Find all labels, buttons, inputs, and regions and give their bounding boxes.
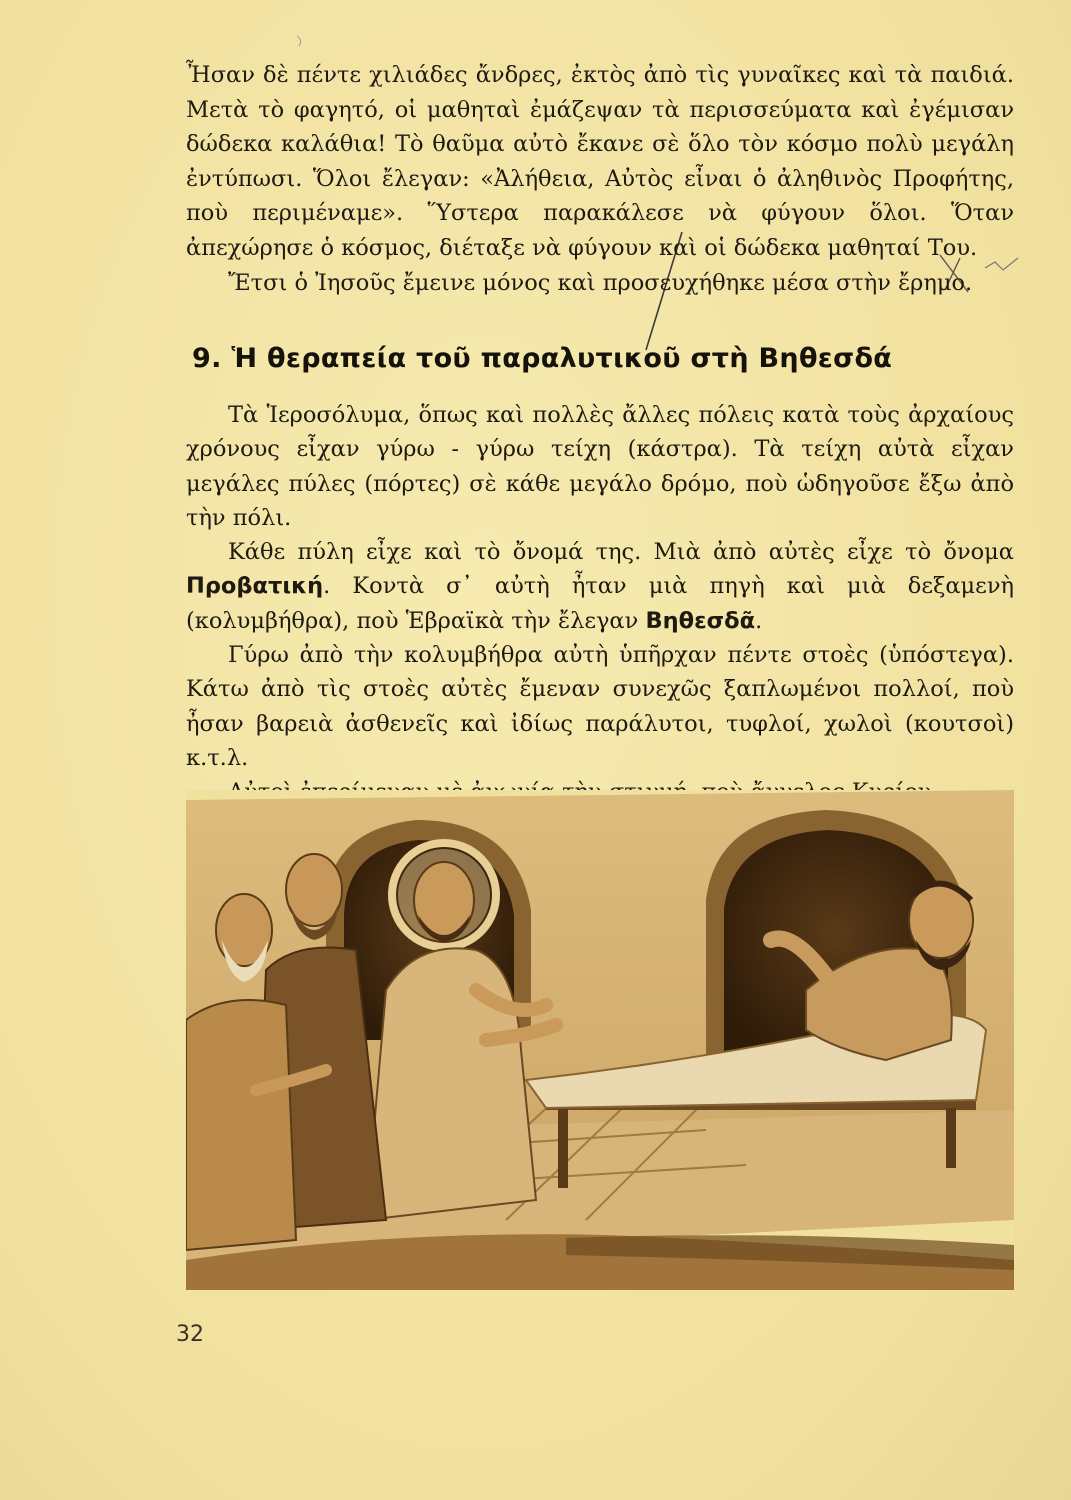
- section-heading: 9. Ἡ θεραπεία τοῦ παραλυτικοῦ στὴ Βηθεσδά: [192, 343, 893, 374]
- paragraph-prayer: Ἔτσι ὁ Ἰησοῦς ἔμεινε μόνος καὶ προσευχήθηκε μέσα στὴν ἔρημο.: [228, 270, 973, 296]
- text-span: .: [755, 607, 763, 634]
- text-span: Κάθε πύλη εἶχε καὶ τὸ ὄνομά της. Μιὰ ἀπὸ αὐτὲς εἶχε τὸ ὄνομα: [228, 539, 1014, 566]
- page-number: 32: [176, 1322, 204, 1347]
- term-probatiki: Προβατική: [186, 573, 324, 600]
- section-body: [186, 398, 1014, 810]
- paragraph-jerusalem-walls: Τὰ Ἱεροσόλυμα, ὅπως καὶ πολλὲς ἄλλες πόλεις κατὰ τοὺς ἀρχαίους χρόνους εἶχαν γύρω - γύρω τείχη (κάστρα). Τὰ τείχη αὐτὰ εἶχαν μεγάλες πύλες (πόρτες) σὲ κάθε μεγάλο δρόμο, ποὺ ὡδηγοῦσε ἔξω ἀπὸ τὴν πόλι.: [186, 402, 1014, 531]
- term-bethesda: Βηθεσδᾶ: [645, 607, 756, 634]
- paragraph-loaves: Ἦσαν δὲ πέντε χιλιάδες ἄνδρες, ἐκτὸς ἀπὸ τὶς γυναῖκες καὶ τὰ παιδιά. Μετὰ τὸ φαγητό, οἱ μαθηταὶ ἐμάζεψαν τὰ περισσεύματα καὶ ἐγέμισαν δώδεκα καλάθια! Τὸ θαῦμα αὐτὸ ἔκανε σὲ ὅλο τὸν κόσμο πολὺ μεγάλη ἐντύπωσι. Ὅλοι ἔλεγαν: «Ἀλήθεια, Αὐτὸς εἶναι ὁ ἀληθινὸς Προφήτης, ποὺ περιμέναμε». Ὕστερα παρακάλεσε νὰ φύγουν ὅλοι. Ὅταν ἀπεχώρησε ὁ κόσμος, διέταξε νὰ φύγουν καὶ οἱ δώδεκα μαθηταί Του.: [186, 62, 1014, 261]
- paragraph-stoas: Γύρω ἀπὸ τὴν κολυμβήθρα αὐτὴ ὑπῆρχαν πέντε στοὲς (ὑπόστεγα). Κάτω ἀπὸ τὶς στοὲς αὐτὲς ἔμεναν συνεχῶς ξαπλωμένοι πολλοί, ποὺ ἦσαν βαρειὰ ἀσθενεῖς καὶ ἰδίως παράλυτοι, τυφλοί, χωλοὶ (κουτσοὶ) κ.τ.λ.: [186, 642, 1014, 771]
- text-span: . Κοντὰ σ᾿ αὐτὴ ἦταν μιὰ πηγὴ καὶ μιὰ δεξαμενὴ (κολυμβήθρα), ποὺ Ἑβραϊκὰ τὴν ἔλεγαν: [186, 573, 1014, 634]
- top-text: [186, 58, 1014, 301]
- paragraph-probatiki: [186, 535, 1014, 638]
- healing-scene-illustration: [186, 790, 1014, 1290]
